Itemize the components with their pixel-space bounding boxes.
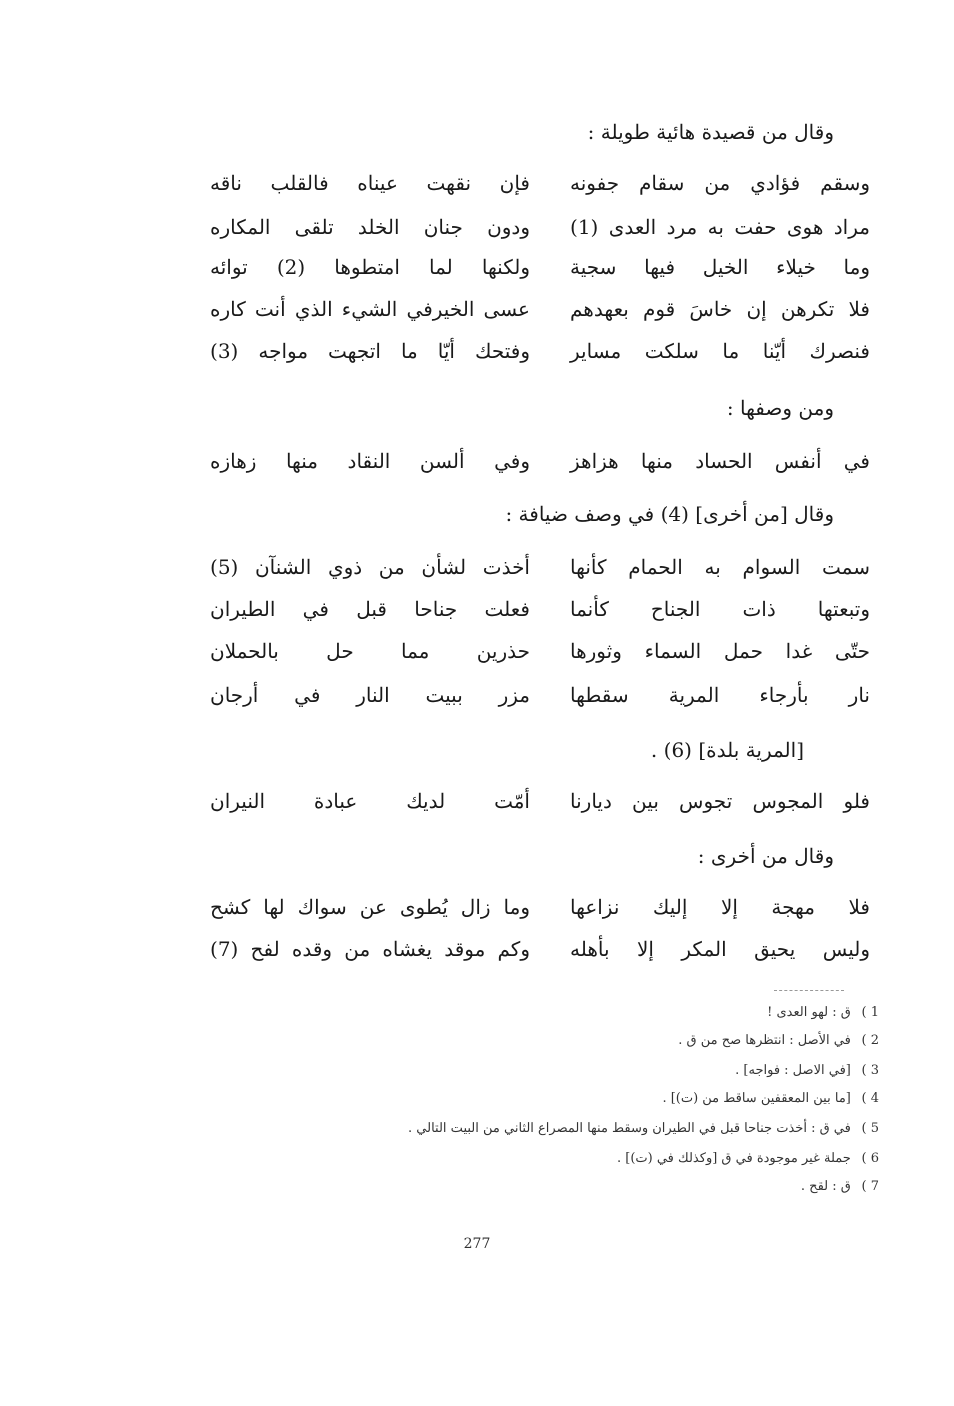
footnote-number: 2 ) <box>861 1033 879 1048</box>
verse-line <box>200 594 870 626</box>
intro-line: وقال من قصيدة هائية طويلة : <box>587 120 834 144</box>
verse-second-hemistich: فعلت جناحا قبل في الطيران <box>210 597 530 621</box>
verse-first-hemistich: وتبعتها ذات الجناح كأنما <box>570 597 870 621</box>
footnote-number: 7 ) <box>861 1179 879 1194</box>
verse-first-hemistich: وما خيلاء الخيل فيها سجية <box>570 255 870 279</box>
footnote-text: جملة غير موجودة في ق [وكذلك في (ت)] . <box>616 1151 851 1166</box>
verse-second-hemistich: أخذت لشأن من ذوي الشنآن (5) <box>210 555 530 579</box>
verse-first-hemistich: نار بأرجاء المرية سقطها <box>570 683 870 707</box>
footnote <box>735 1062 879 1080</box>
footnote-divider <box>774 990 844 991</box>
verse-line <box>200 294 870 326</box>
footnote-text: ق : لهو العدى ! <box>767 1005 851 1020</box>
verse-second-hemistich: وفتحك أيّا ما اتجهت مواجه (3) <box>210 339 530 363</box>
verse-line <box>200 934 870 966</box>
footnote <box>617 1150 879 1168</box>
footnote-text: ق : لقح . <box>800 1179 851 1194</box>
footnote-text: [ما بين المعقفين ساقط من (ت)] . <box>662 1091 851 1106</box>
verse-line <box>200 552 870 584</box>
verse-line <box>200 252 870 284</box>
footnote-number: 5 ) <box>861 1121 879 1136</box>
footnote <box>408 1120 879 1138</box>
verse-second-hemistich: وما زال يُطوى عن سواك لها كشح <box>210 895 530 919</box>
verse-first-hemistich: وسقم فؤادي من سقام جفونه <box>570 171 870 195</box>
verse-first-hemistich: في أنفس الحساد منها هزاهز <box>570 449 870 473</box>
verse-first-hemistich: وليس يحيق المكر إلا بأهله <box>570 937 870 961</box>
footnote <box>767 1004 879 1022</box>
footnote-text: في الأصل : انتظرها صح من ق . <box>678 1033 851 1048</box>
verse-first-hemistich: سمت السوام به الحمام كأنها <box>570 555 870 579</box>
verse-first-hemistich: فلا مهجة إلا إليك نزاعها <box>570 895 870 919</box>
verse-first-hemistich: مراد هوى حفت به مرد العدى (1) <box>570 215 870 239</box>
verse-first-hemistich: حتّى غدا حمل السماء وثورها <box>570 639 870 663</box>
verse-second-hemistich: عسى الخيرفي الشيء الذي أنت كاره <box>210 297 530 321</box>
footnote <box>801 1178 879 1196</box>
verse-first-hemistich: فلو المجوس تجوس بين ديارنا <box>570 789 870 813</box>
intro-line: ومن وصفها : <box>726 396 834 420</box>
footnote-number: 6 ) <box>861 1151 879 1166</box>
page-number: 277 <box>463 1236 491 1252</box>
verse-line <box>200 892 870 924</box>
intro-line: [المرية بلدة] (6) . <box>650 738 804 762</box>
footnote-text: في ق : أخذت جناحا قبل في الطيران وسقط منها المصراع الثاني من البيت التالي . <box>408 1121 851 1136</box>
footnote-number: 1 ) <box>861 1005 879 1020</box>
verse-second-hemistich: أمّت لديك عبادة النيران <box>210 789 530 813</box>
footnote-number: 4 ) <box>861 1091 879 1106</box>
verse-line <box>200 336 870 368</box>
footnote <box>678 1032 879 1050</box>
verse-second-hemistich: ولكنها لما امتطوها (2) توائه <box>210 255 531 279</box>
verse-line <box>200 786 870 818</box>
verse-first-hemistich: فلا تكرهن إن خاسَ قوم بعهدهم <box>570 297 870 321</box>
verse-line <box>200 636 870 668</box>
verse-line <box>200 168 870 200</box>
verse-second-hemistich: مزر ببيت النار في أرجان <box>210 683 530 707</box>
verse-line <box>200 680 870 712</box>
intro-line: وقال [من أخرى] (4) في وصف ضيافة : <box>505 502 834 526</box>
verse-second-hemistich: وكم موقد يغشاه من وقده لفح (7) <box>210 937 530 961</box>
verse-line <box>200 212 870 244</box>
verse-line <box>200 446 870 478</box>
verse-second-hemistich: فإن نقهت عيناه فالقلب ناقه <box>210 171 530 195</box>
verse-second-hemistich: حذرين مما حل بالحملان <box>210 639 530 663</box>
verse-first-hemistich: فنصرك أيّنا ما سلكت مساير <box>570 339 870 363</box>
footnote <box>662 1090 879 1108</box>
footnote-text: [في الاصل : فواجه] . <box>735 1063 851 1078</box>
intro-line: وقال من أخرى : <box>697 844 834 868</box>
verse-second-hemistich: وفي ألسن النقاد منها زهازه <box>210 449 530 473</box>
verse-second-hemistich: ودون جنان الخلد تلقى المكاره <box>210 215 530 239</box>
footnote-number: 3 ) <box>861 1063 879 1078</box>
